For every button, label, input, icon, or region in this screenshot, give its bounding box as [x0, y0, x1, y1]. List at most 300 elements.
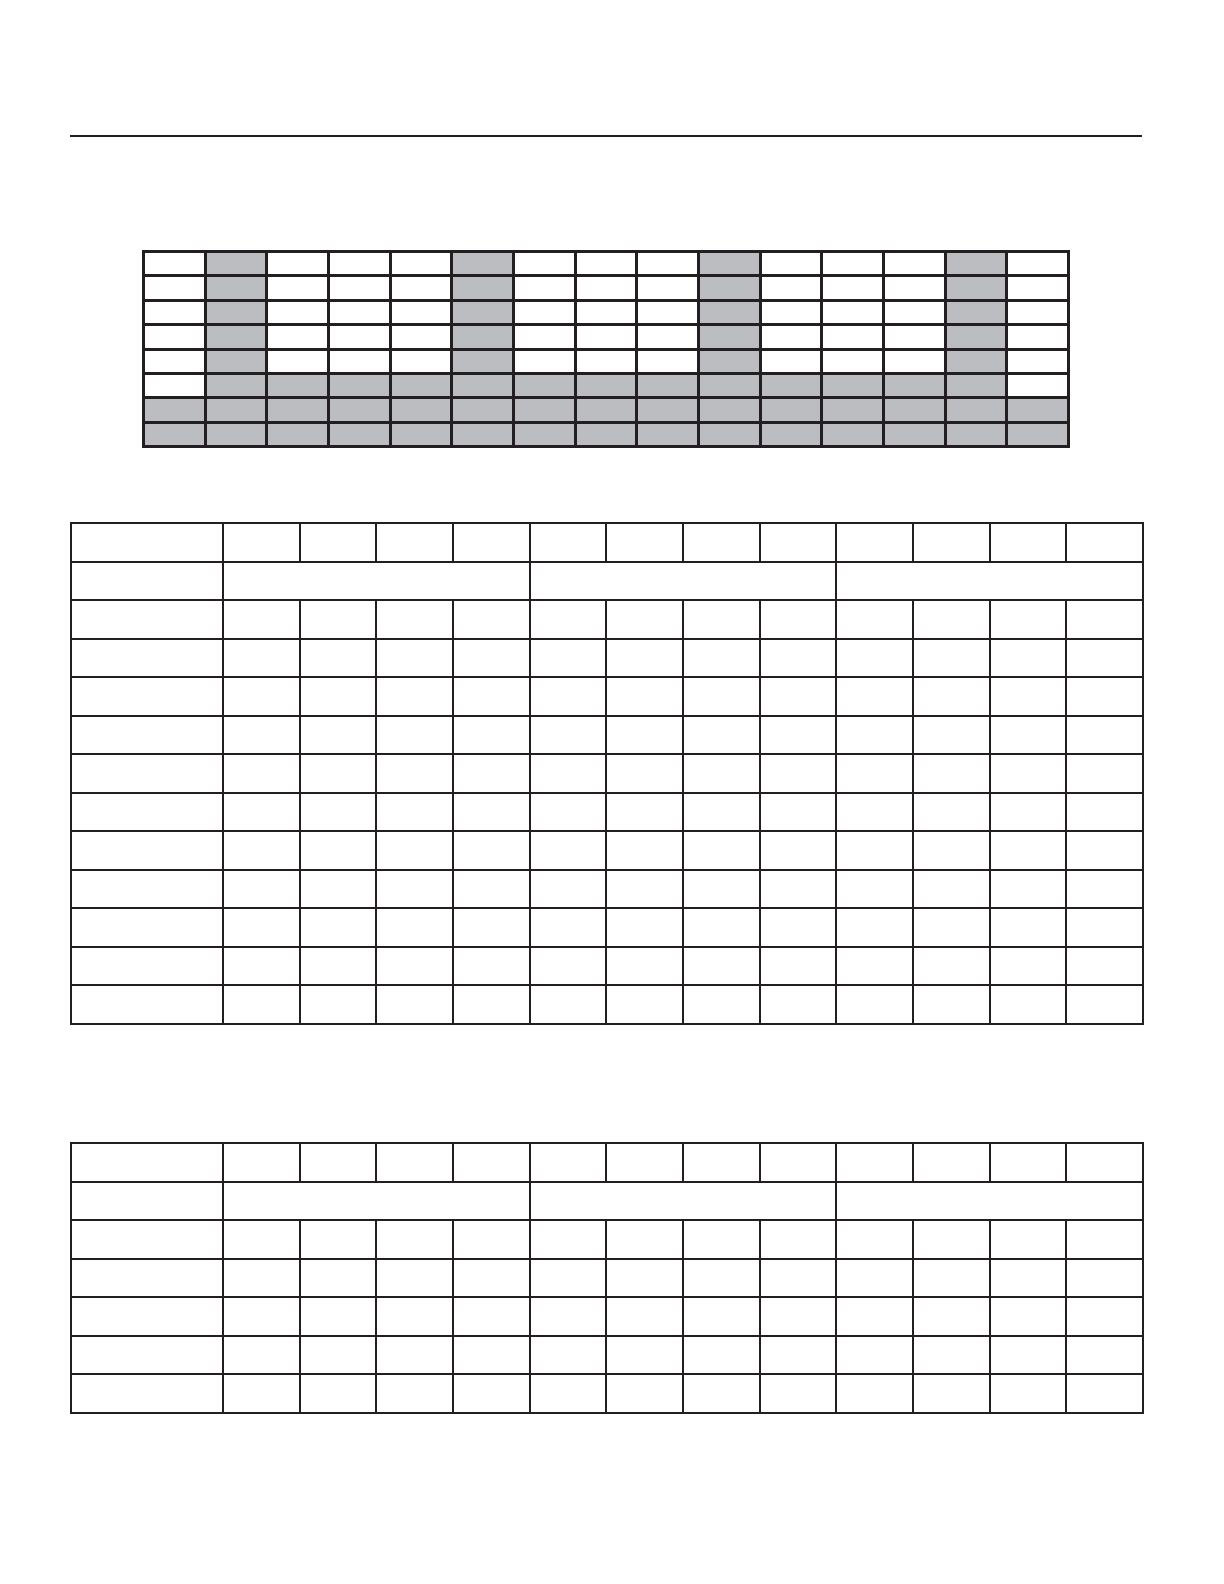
entry-cell[interactable]: [990, 716, 1067, 755]
entry-cell[interactable]: [990, 600, 1067, 639]
entry-cell[interactable]: [683, 523, 760, 562]
entry-cell[interactable]: [913, 831, 990, 870]
row-label-cell[interactable]: [71, 870, 223, 909]
row-label-cell[interactable]: [71, 985, 223, 1024]
entry-cell[interactable]: [913, 1297, 990, 1336]
entry-cell[interactable]: [913, 754, 990, 793]
pattern-cell-blank: [638, 302, 697, 323]
row-label-cell[interactable]: [71, 1143, 223, 1182]
entry-cell[interactable]: [760, 1336, 837, 1375]
entry-cell[interactable]: [760, 985, 837, 1024]
entry-cell[interactable]: [913, 523, 990, 562]
entry-cell[interactable]: [760, 1220, 837, 1259]
entry-cell[interactable]: [223, 716, 300, 755]
entry-cell[interactable]: [990, 677, 1067, 716]
entry-cell[interactable]: [683, 831, 760, 870]
entry-cell[interactable]: [760, 677, 837, 716]
entry-cell[interactable]: [836, 600, 913, 639]
entry-cell[interactable]: [760, 831, 837, 870]
entry-cell[interactable]: [990, 793, 1067, 832]
entry-cell[interactable]: [606, 600, 683, 639]
pattern-cell-shaded: [700, 424, 759, 445]
entry-cell[interactable]: [376, 908, 453, 947]
entry-cell[interactable]: [453, 1259, 530, 1298]
entry-cell[interactable]: [300, 1259, 377, 1298]
pattern-cell-shaded: [885, 375, 944, 396]
entry-cell[interactable]: [760, 600, 837, 639]
entry-cell[interactable]: [836, 677, 913, 716]
pattern-cell-shaded: [207, 253, 266, 274]
entry-cell[interactable]: [836, 1259, 913, 1298]
pattern-cell-shaded: [947, 424, 1006, 445]
row-label-cell[interactable]: [71, 677, 223, 716]
entry-cell[interactable]: [530, 1220, 607, 1259]
pattern-cell-shaded: [947, 399, 1006, 420]
pattern-cell-blank: [885, 277, 944, 298]
entry-cell[interactable]: [990, 1374, 1067, 1413]
entry-cell[interactable]: [606, 947, 683, 986]
entry-cell[interactable]: [990, 1220, 1067, 1259]
entry-cell[interactable]: [606, 1374, 683, 1413]
entry-cell[interactable]: [376, 600, 453, 639]
pattern-cell-blank: [145, 253, 204, 274]
entry-cell[interactable]: [990, 870, 1067, 909]
entry-cell[interactable]: [223, 947, 300, 986]
pattern-cell-shaded: [700, 302, 759, 323]
entry-cell[interactable]: [530, 947, 607, 986]
entry-cell[interactable]: [990, 1297, 1067, 1336]
entry-cell[interactable]: [300, 947, 377, 986]
entry-cell[interactable]: [453, 793, 530, 832]
pattern-cell-blank: [330, 253, 389, 274]
entry-cell[interactable]: [760, 1374, 837, 1413]
entry-cell[interactable]: [990, 1143, 1067, 1182]
entry-cell[interactable]: [376, 947, 453, 986]
entry-cell[interactable]: [300, 793, 377, 832]
entry-cell[interactable]: [760, 1297, 837, 1336]
entry-cell[interactable]: [530, 1336, 607, 1375]
entry-cell[interactable]: [836, 947, 913, 986]
entry-cell[interactable]: [453, 985, 530, 1024]
entry-cell[interactable]: [300, 754, 377, 793]
pattern-cell-blank: [268, 351, 327, 372]
entry-cell[interactable]: [376, 1374, 453, 1413]
entry-cell[interactable]: [223, 677, 300, 716]
entry-cell[interactable]: [453, 754, 530, 793]
entry-cell[interactable]: [760, 716, 837, 755]
row-label-cell[interactable]: [71, 793, 223, 832]
entry-cell[interactable]: [453, 523, 530, 562]
pattern-cell-shaded: [638, 375, 697, 396]
entry-cell[interactable]: [1066, 754, 1143, 793]
row-label-cell[interactable]: [71, 1259, 223, 1298]
row-label-cell[interactable]: [71, 754, 223, 793]
pattern-cell-blank: [762, 302, 821, 323]
entry-cell[interactable]: [530, 677, 607, 716]
entry-cell[interactable]: [606, 985, 683, 1024]
entry-cell[interactable]: [453, 870, 530, 909]
entry-cell[interactable]: [223, 985, 300, 1024]
entry-cell[interactable]: [836, 639, 913, 678]
entry-cell[interactable]: [223, 1143, 300, 1182]
row-label-cell[interactable]: [71, 639, 223, 678]
entry-cell[interactable]: [376, 793, 453, 832]
entry-cell[interactable]: [376, 1220, 453, 1259]
entry-cell[interactable]: [300, 716, 377, 755]
entry-cell[interactable]: [376, 716, 453, 755]
pattern-cell-blank: [145, 375, 204, 396]
shaded-pattern-grid: [142, 250, 1070, 448]
entry-cell[interactable]: [683, 600, 760, 639]
entry-cell[interactable]: [990, 754, 1067, 793]
entry-cell[interactable]: [760, 908, 837, 947]
pattern-cell-blank: [145, 302, 204, 323]
entry-cell[interactable]: [530, 523, 607, 562]
entry-cell[interactable]: [913, 908, 990, 947]
entry-cell[interactable]: [376, 754, 453, 793]
pattern-cell-blank: [762, 277, 821, 298]
entry-cell[interactable]: [760, 754, 837, 793]
entry-cell[interactable]: [223, 639, 300, 678]
lower-table-entry-row: [71, 1259, 1143, 1298]
entry-cell[interactable]: [530, 716, 607, 755]
entry-cell[interactable]: [913, 1220, 990, 1259]
entry-cell[interactable]: [606, 1336, 683, 1375]
entry-cell[interactable]: [760, 1259, 837, 1298]
entry-cell[interactable]: [300, 1220, 377, 1259]
entry-cell[interactable]: [913, 1143, 990, 1182]
entry-cell[interactable]: [1066, 985, 1143, 1024]
pattern-cell-shaded: [145, 424, 204, 445]
entry-cell[interactable]: [683, 1336, 760, 1375]
entry-cell[interactable]: [223, 1259, 300, 1298]
entry-cell[interactable]: [453, 947, 530, 986]
entry-cell[interactable]: [606, 831, 683, 870]
row-label-cell[interactable]: [71, 1336, 223, 1375]
entry-cell[interactable]: [530, 600, 607, 639]
row-label-cell[interactable]: [71, 562, 223, 601]
entry-cell[interactable]: [300, 1336, 377, 1375]
entry-cell[interactable]: [606, 639, 683, 678]
entry-cell[interactable]: [683, 1259, 760, 1298]
pattern-cell-shaded: [453, 326, 512, 347]
upper-table-header-row: [71, 523, 1143, 562]
entry-cell[interactable]: [913, 1336, 990, 1375]
entry-cell[interactable]: [453, 639, 530, 678]
entry-cell[interactable]: [376, 639, 453, 678]
entry-cell[interactable]: [453, 1143, 530, 1182]
entry-cell[interactable]: [376, 870, 453, 909]
entry-cell[interactable]: [836, 985, 913, 1024]
entry-cell[interactable]: [606, 754, 683, 793]
pattern-cell-blank: [638, 326, 697, 347]
group-cell[interactable]: [836, 1182, 1143, 1221]
pattern-cell-shaded: [515, 399, 574, 420]
entry-cell[interactable]: [300, 677, 377, 716]
entry-cell[interactable]: [836, 1297, 913, 1336]
pattern-cell-blank: [330, 277, 389, 298]
entry-cell[interactable]: [223, 908, 300, 947]
entry-cell[interactable]: [990, 1336, 1067, 1375]
pattern-cell-blank: [577, 277, 636, 298]
entry-cell[interactable]: [836, 754, 913, 793]
entry-cell[interactable]: [453, 1297, 530, 1336]
entry-cell[interactable]: [990, 639, 1067, 678]
entry-cell[interactable]: [683, 1220, 760, 1259]
pattern-cell-shaded: [392, 399, 451, 420]
entry-cell[interactable]: [453, 1336, 530, 1375]
entry-cell[interactable]: [1066, 716, 1143, 755]
row-label-cell[interactable]: [71, 1297, 223, 1336]
entry-cell[interactable]: [300, 908, 377, 947]
row-label-cell[interactable]: [71, 831, 223, 870]
entry-cell[interactable]: [606, 1259, 683, 1298]
entry-cell[interactable]: [606, 908, 683, 947]
pattern-cell-shaded: [330, 424, 389, 445]
pattern-cell-shaded: [330, 375, 389, 396]
entry-cell[interactable]: [376, 985, 453, 1024]
entry-cell[interactable]: [223, 1220, 300, 1259]
row-label-cell[interactable]: [71, 1374, 223, 1413]
entry-cell[interactable]: [913, 793, 990, 832]
upper-table-entry-row: [71, 793, 1143, 832]
entry-cell[interactable]: [760, 639, 837, 678]
entry-cell[interactable]: [913, 639, 990, 678]
row-label-cell[interactable]: [71, 523, 223, 562]
entry-cell[interactable]: [836, 523, 913, 562]
pattern-cell-blank: [1008, 253, 1067, 274]
entry-cell[interactable]: [300, 639, 377, 678]
pattern-cell-blank: [762, 351, 821, 372]
entry-cell[interactable]: [376, 1336, 453, 1375]
entry-cell[interactable]: [1066, 870, 1143, 909]
entry-cell[interactable]: [223, 793, 300, 832]
pattern-cell-blank: [515, 277, 574, 298]
entry-cell[interactable]: [913, 1374, 990, 1413]
pattern-cell-shaded: [947, 326, 1006, 347]
entry-cell[interactable]: [1066, 793, 1143, 832]
entry-cell[interactable]: [376, 1143, 453, 1182]
entry-cell[interactable]: [223, 754, 300, 793]
entry-cell[interactable]: [300, 1297, 377, 1336]
entry-cell[interactable]: [223, 1297, 300, 1336]
entry-cell[interactable]: [683, 754, 760, 793]
entry-cell[interactable]: [453, 716, 530, 755]
entry-cell[interactable]: [913, 870, 990, 909]
entry-cell[interactable]: [1066, 639, 1143, 678]
group-cell[interactable]: [836, 562, 1143, 601]
pattern-cell-blank: [823, 253, 882, 274]
entry-cell[interactable]: [300, 870, 377, 909]
entry-cell[interactable]: [300, 985, 377, 1024]
entry-cell[interactable]: [990, 1259, 1067, 1298]
entry-cell[interactable]: [683, 793, 760, 832]
entry-cell[interactable]: [1066, 1336, 1143, 1375]
entry-cell[interactable]: [1066, 831, 1143, 870]
entry-cell[interactable]: [683, 947, 760, 986]
entry-cell[interactable]: [990, 908, 1067, 947]
entry-cell[interactable]: [223, 523, 300, 562]
entry-cell[interactable]: [683, 639, 760, 678]
pattern-cell-blank: [885, 326, 944, 347]
entry-cell[interactable]: [606, 793, 683, 832]
entry-cell[interactable]: [530, 754, 607, 793]
entry-cell[interactable]: [913, 985, 990, 1024]
entry-cell[interactable]: [990, 831, 1067, 870]
entry-cell[interactable]: [453, 1374, 530, 1413]
pattern-cell-shaded: [453, 277, 512, 298]
upper-table-entry-row: [71, 600, 1143, 639]
entry-cell[interactable]: [223, 600, 300, 639]
entry-cell[interactable]: [530, 908, 607, 947]
entry-cell[interactable]: [990, 985, 1067, 1024]
entry-cell[interactable]: [530, 639, 607, 678]
entry-cell[interactable]: [300, 600, 377, 639]
pattern-cell-shaded: [762, 424, 821, 445]
entry-cell[interactable]: [683, 1297, 760, 1336]
upper-table-entry-row: [71, 908, 1143, 947]
entry-cell[interactable]: [453, 677, 530, 716]
entry-cell[interactable]: [836, 1336, 913, 1375]
entry-cell[interactable]: [683, 1374, 760, 1413]
group-cell[interactable]: [530, 1182, 837, 1221]
entry-cell[interactable]: [836, 716, 913, 755]
entry-cell[interactable]: [990, 947, 1067, 986]
entry-cell[interactable]: [836, 793, 913, 832]
entry-cell[interactable]: [453, 1220, 530, 1259]
entry-cell[interactable]: [683, 870, 760, 909]
pattern-cell-blank: [268, 326, 327, 347]
entry-cell[interactable]: [606, 716, 683, 755]
pattern-cell-shaded: [947, 253, 1006, 274]
pattern-cell-blank: [577, 302, 636, 323]
entry-cell[interactable]: [530, 870, 607, 909]
entry-cell[interactable]: [376, 677, 453, 716]
pattern-cell-shaded: [268, 399, 327, 420]
entry-cell[interactable]: [606, 523, 683, 562]
entry-cell[interactable]: [1066, 908, 1143, 947]
pattern-cell-shaded: [947, 302, 1006, 323]
entry-cell[interactable]: [836, 870, 913, 909]
entry-cell[interactable]: [683, 716, 760, 755]
pattern-cell-shaded: [823, 399, 882, 420]
row-label-cell[interactable]: [71, 716, 223, 755]
entry-cell[interactable]: [376, 831, 453, 870]
pattern-cell-shaded: [885, 399, 944, 420]
pattern-cell-blank: [577, 351, 636, 372]
entry-cell[interactable]: [1066, 1220, 1143, 1259]
group-cell[interactable]: [223, 1182, 530, 1221]
entry-cell[interactable]: [300, 1143, 377, 1182]
entry-cell[interactable]: [836, 831, 913, 870]
upper-table-entry-row: [71, 985, 1143, 1024]
entry-cell[interactable]: [606, 1220, 683, 1259]
entry-cell[interactable]: [606, 1297, 683, 1336]
entry-cell[interactable]: [913, 716, 990, 755]
entry-cell[interactable]: [300, 523, 377, 562]
pattern-cell-blank: [638, 351, 697, 372]
entry-cell[interactable]: [683, 908, 760, 947]
pattern-cell-shaded: [700, 326, 759, 347]
entry-cell[interactable]: [300, 1374, 377, 1413]
entry-cell[interactable]: [1066, 1374, 1143, 1413]
entry-cell[interactable]: [453, 600, 530, 639]
entry-cell[interactable]: [683, 1143, 760, 1182]
row-label-cell[interactable]: [71, 947, 223, 986]
entry-cell[interactable]: [530, 1143, 607, 1182]
entry-cell[interactable]: [1066, 523, 1143, 562]
entry-cell[interactable]: [760, 1143, 837, 1182]
entry-cell[interactable]: [223, 1336, 300, 1375]
upper-table-entry-row: [71, 947, 1143, 986]
entry-cell[interactable]: [683, 677, 760, 716]
entry-cell[interactable]: [836, 1143, 913, 1182]
entry-cell[interactable]: [1066, 1297, 1143, 1336]
entry-cell[interactable]: [530, 793, 607, 832]
entry-cell[interactable]: [376, 523, 453, 562]
entry-cell[interactable]: [530, 1297, 607, 1336]
group-cell[interactable]: [223, 562, 530, 601]
row-label-cell[interactable]: [71, 1182, 223, 1221]
pattern-cell-shaded: [638, 424, 697, 445]
row-label-cell[interactable]: [71, 908, 223, 947]
entry-cell[interactable]: [760, 793, 837, 832]
entry-cell[interactable]: [836, 908, 913, 947]
entry-cell[interactable]: [376, 1297, 453, 1336]
entry-cell[interactable]: [836, 1374, 913, 1413]
entry-cell[interactable]: [760, 870, 837, 909]
entry-cell[interactable]: [606, 1143, 683, 1182]
entry-cell[interactable]: [606, 870, 683, 909]
entry-cell[interactable]: [530, 831, 607, 870]
entry-cell[interactable]: [530, 1374, 607, 1413]
entry-cell[interactable]: [990, 523, 1067, 562]
entry-cell[interactable]: [760, 947, 837, 986]
entry-cell[interactable]: [913, 677, 990, 716]
entry-cell[interactable]: [913, 1259, 990, 1298]
entry-cell[interactable]: [1066, 947, 1143, 986]
entry-cell[interactable]: [530, 1259, 607, 1298]
entry-cell[interactable]: [376, 1259, 453, 1298]
entry-cell[interactable]: [300, 831, 377, 870]
entry-cell[interactable]: [913, 947, 990, 986]
pattern-cell-blank: [1008, 351, 1067, 372]
row-label-cell[interactable]: [71, 600, 223, 639]
pattern-cell-blank: [885, 302, 944, 323]
pattern-cell-shaded: [145, 399, 204, 420]
pattern-cell-shaded: [762, 399, 821, 420]
entry-cell[interactable]: [453, 908, 530, 947]
pattern-cell-blank: [823, 351, 882, 372]
entry-cell[interactable]: [913, 600, 990, 639]
entry-cell[interactable]: [1066, 1259, 1143, 1298]
entry-cell[interactable]: [223, 831, 300, 870]
entry-cell[interactable]: [1066, 1143, 1143, 1182]
group-cell[interactable]: [530, 562, 837, 601]
pattern-cell-blank: [268, 302, 327, 323]
entry-cell[interactable]: [836, 1220, 913, 1259]
entry-cell[interactable]: [606, 677, 683, 716]
entry-cell[interactable]: [1066, 677, 1143, 716]
row-label-cell[interactable]: [71, 1220, 223, 1259]
entry-cell[interactable]: [1066, 600, 1143, 639]
entry-cell[interactable]: [453, 831, 530, 870]
entry-cell[interactable]: [223, 1374, 300, 1413]
entry-cell[interactable]: [530, 985, 607, 1024]
entry-cell[interactable]: [223, 870, 300, 909]
entry-cell[interactable]: [760, 523, 837, 562]
entry-cell[interactable]: [683, 985, 760, 1024]
